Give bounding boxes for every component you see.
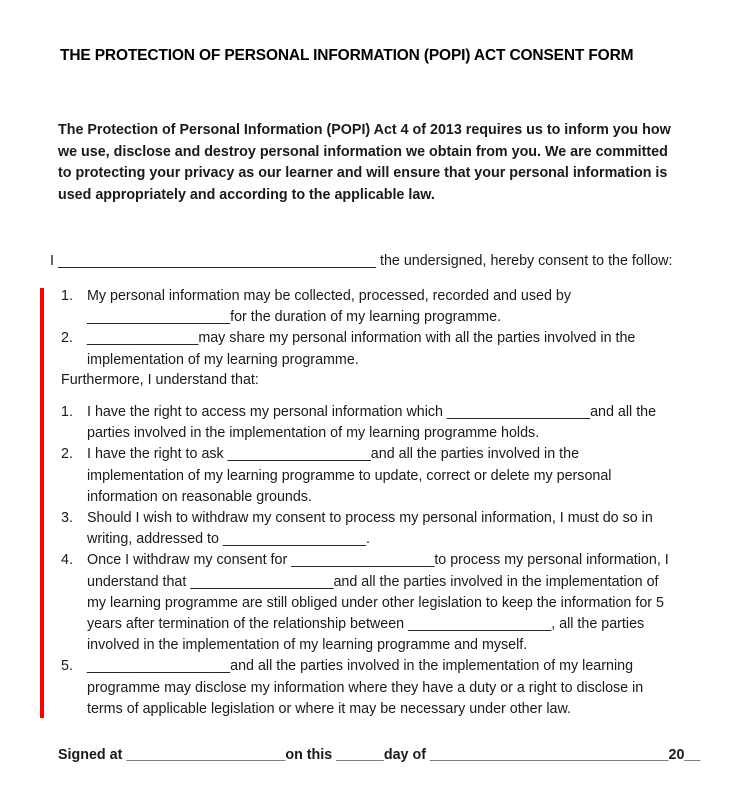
list-item-text: I have the right to ask __________________and all the parties involved in the implementation of my learning programme to update, correct or delete my personal information on reasonable grounds. [87,446,612,505]
intro-paragraph: The Protection of Personal Information (POPI) Act 4 of 2013 requires us to inform you how we use, disclose and destroy personal information we obtain from you. We are committed to protecting your privacy as our learner and will ensure that your personal information is used appropriately and according to the applicable law. [58,122,671,203]
consent-list [50,286,670,371]
list-item [50,508,670,550]
list-item-text: I have the right to access my personal information which __________________and all the parties involved in the implementation of my learning programme holds. [87,404,657,442]
list-item-number: 5. [61,658,73,675]
revision-change-bar [40,288,44,718]
list-item-text: ______________may share my personal information with all the parties involved in the implementation of my learning programme. [87,330,636,368]
list-item [50,402,670,444]
list-item [50,656,670,720]
list-item-number: 2. [61,330,73,347]
list-item-number: 1. [61,288,73,304]
list-item-number: 1. [61,404,73,420]
list-item [50,550,670,656]
understanding-list [50,402,670,720]
list-item [50,444,670,508]
list-item-text: Should I wish to withdraw my consent to process my personal information, I must do so in writing, addressed to __________________. [87,510,653,548]
list-item-number: 3. [61,510,73,527]
signature-line: Signed at ____________________on this ______day of ______________________________20__ [58,747,701,763]
consent-declaration-line: I ________________________________________ the undersigned, hereby consent to the follow: [50,253,673,269]
list-item-text: My personal information may be collected, processed, recorded and used by __________________for the duration of my learning programme. [87,288,571,326]
list-item [50,286,670,328]
furthermore-heading: Furthermore, I understand that: [61,372,259,388]
list-item-number: 4. [61,552,73,569]
list-item-text: __________________and all the parties involved in the implementation of my learning programme may disclose my information where they have a duty or a right to disclose in terms of applicable legislation or where it may be necessary under other law. [87,658,644,717]
page-title: THE PROTECTION OF PERSONAL INFORMATION (POPI) ACT CONSENT FORM [60,47,634,64]
list-item-number: 2. [61,446,73,463]
list-item [50,328,670,370]
list-item-text: Once I withdraw my consent for __________________to process my personal information, I understand that __________________and all the parties involved in the implementation of my learning programme are still obliged under other legislation to keep the information for 5 years after termination of the relationship between __________________, all the parties involved in the implementation of my learning programme and myself. [87,552,669,654]
